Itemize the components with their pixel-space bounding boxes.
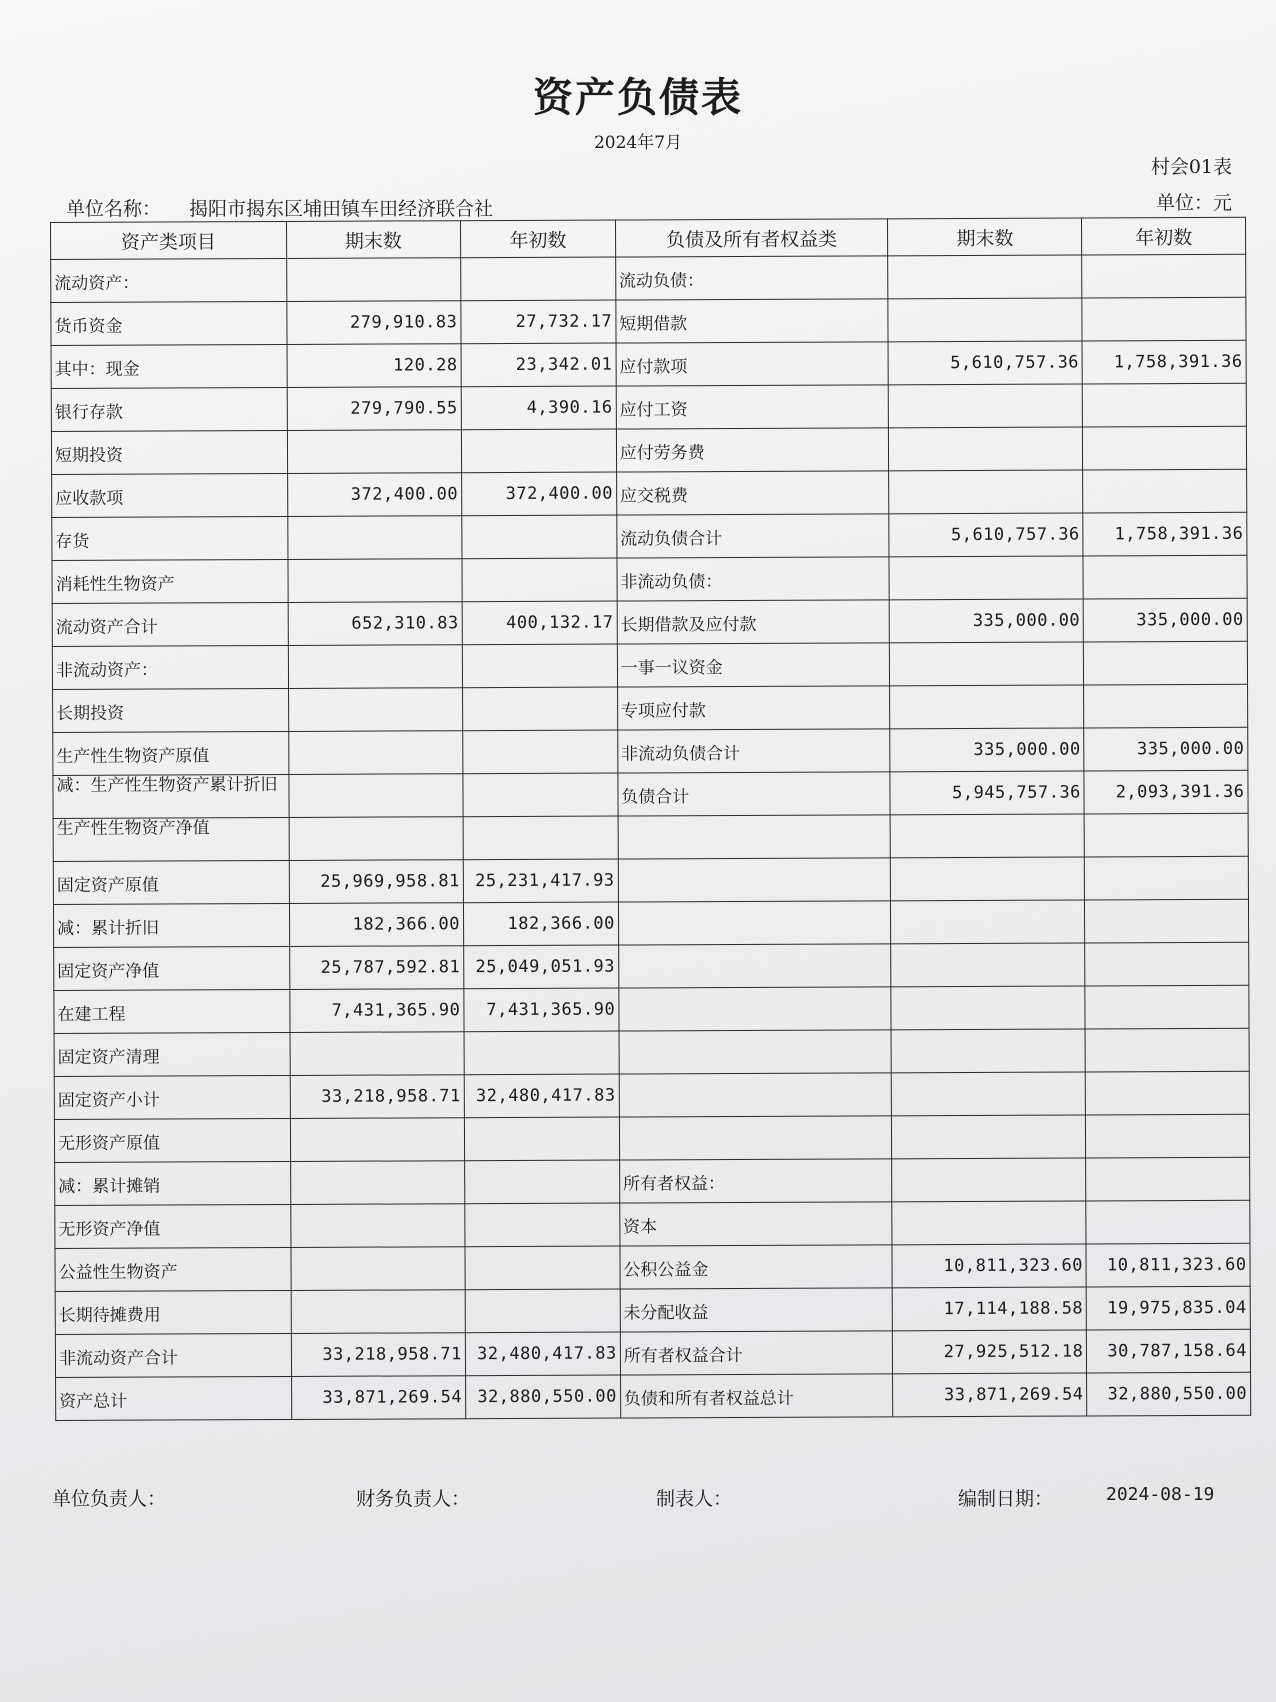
asset-begin-value xyxy=(462,515,617,559)
liability-begin-value xyxy=(1083,469,1247,513)
table-row xyxy=(54,942,1249,990)
asset-end-value xyxy=(288,688,463,732)
liability-begin-value xyxy=(1084,684,1248,728)
col-header-liability-begin: 年初数 xyxy=(1082,217,1246,255)
liability-begin-value: 1,758,391.36 xyxy=(1082,340,1246,384)
table-row xyxy=(54,1071,1249,1119)
col-header-liability-item: 负债及所有者权益类 xyxy=(615,219,888,257)
asset-begin-value: 25,231,417.93 xyxy=(463,859,618,903)
liability-item-cell xyxy=(619,1116,892,1160)
liability-end-value: 335,000.00 xyxy=(890,728,1084,772)
footer-date-value: 2024-08-19 xyxy=(1106,1484,1215,1505)
liability-begin-value: 335,000.00 xyxy=(1084,727,1248,771)
asset-end-value xyxy=(287,559,462,603)
asset-item-cell: 长期投资 xyxy=(53,688,289,732)
table-row xyxy=(52,469,1247,517)
asset-begin-value: 32,480,417.83 xyxy=(464,1074,619,1118)
footer-finance-head: 财务负责人： xyxy=(356,1488,471,1510)
col-header-asset-end: 期末数 xyxy=(286,221,461,259)
asset-end-value xyxy=(287,430,462,474)
asset-end-value: 652,310.83 xyxy=(288,602,463,646)
asset-begin-value xyxy=(465,1160,620,1204)
asset-item-cell: 固定资产清理 xyxy=(54,1032,290,1076)
liability-end-value: 33,871,269.54 xyxy=(893,1373,1087,1417)
asset-end-value: 182,366.00 xyxy=(289,903,464,947)
liability-begin-value xyxy=(1082,297,1246,341)
liability-item-cell: 所有者权益合计 xyxy=(620,1331,893,1375)
asset-end-value xyxy=(291,1290,466,1334)
asset-end-value xyxy=(290,1032,465,1076)
asset-item-cell: 在建工程 xyxy=(54,989,290,1033)
liability-item-cell: 公积公益金 xyxy=(620,1245,893,1289)
liability-end-value xyxy=(891,986,1085,1030)
liability-end-value: 5,945,757.36 xyxy=(890,771,1084,815)
asset-item-cell: 资产总计 xyxy=(56,1376,292,1420)
liability-end-value: 10,811,323.60 xyxy=(892,1244,1086,1288)
liability-begin-value xyxy=(1086,1071,1250,1115)
liability-item-cell: 应付款项 xyxy=(616,342,889,386)
table-row xyxy=(54,1028,1249,1076)
asset-end-value xyxy=(287,516,462,560)
table-row xyxy=(55,1157,1250,1205)
asset-end-value: 7,431,365.90 xyxy=(289,989,464,1033)
liability-end-value: 335,000.00 xyxy=(889,599,1083,643)
asset-item-cell: 长期待摊费用 xyxy=(55,1290,291,1334)
asset-end-value: 33,218,958.71 xyxy=(291,1333,466,1377)
asset-item-cell: 减：生产性生物资产累计折旧 xyxy=(53,774,289,818)
liability-item-cell xyxy=(618,901,891,945)
asset-begin-value xyxy=(465,1289,620,1333)
liability-begin-value xyxy=(1086,1157,1250,1201)
table-row xyxy=(52,598,1247,646)
asset-begin-value xyxy=(461,429,616,473)
liability-item-cell: 非流动负债： xyxy=(617,557,890,601)
asset-end-value xyxy=(290,1161,465,1205)
asset-begin-value: 182,366.00 xyxy=(463,902,618,946)
table-row xyxy=(53,813,1248,861)
asset-end-value: 279,790.55 xyxy=(287,387,462,431)
table-row xyxy=(53,727,1248,775)
liability-begin-value: 30,787,158.64 xyxy=(1087,1329,1251,1373)
asset-begin-value: 23,342.01 xyxy=(461,343,616,387)
liability-begin-value xyxy=(1086,1200,1250,1244)
liability-begin-value xyxy=(1083,555,1247,599)
asset-end-value: 372,400.00 xyxy=(287,473,462,517)
unit-name-label: 单位名称： xyxy=(66,198,162,220)
asset-begin-value xyxy=(465,1246,620,1290)
asset-end-value: 25,969,958.81 xyxy=(289,860,464,904)
asset-begin-value xyxy=(462,687,617,731)
asset-item-cell: 非流动资产： xyxy=(52,645,288,689)
liability-end-value xyxy=(889,470,1083,514)
asset-item-cell: 流动资产合计 xyxy=(52,602,288,646)
liability-end-value: 5,610,757.36 xyxy=(889,513,1083,557)
liability-item-cell: 应交税费 xyxy=(616,471,889,515)
liability-begin-value: 19,975,835.04 xyxy=(1087,1286,1251,1330)
asset-item-cell: 存货 xyxy=(52,516,288,560)
liability-item-cell: 负债合计 xyxy=(618,772,891,816)
asset-begin-value: 32,880,550.00 xyxy=(465,1375,620,1419)
asset-end-value: 120.28 xyxy=(287,344,462,388)
asset-end-value xyxy=(288,645,463,689)
asset-item-cell: 生产性生物资产净值 xyxy=(53,817,289,861)
table-row xyxy=(53,856,1248,904)
asset-item-cell: 其中：现金 xyxy=(51,344,287,388)
unit-name-line xyxy=(66,194,493,221)
liability-end-value: 27,925,512.18 xyxy=(893,1330,1087,1374)
liability-begin-value xyxy=(1086,1114,1250,1158)
liability-end-value xyxy=(892,1072,1086,1116)
asset-end-value xyxy=(290,1247,465,1291)
asset-begin-value xyxy=(463,773,618,817)
liability-begin-value xyxy=(1085,899,1249,943)
table-row xyxy=(55,1200,1250,1248)
page-title: 资产负债表 xyxy=(533,74,743,121)
liability-begin-value xyxy=(1083,426,1247,470)
table-row xyxy=(51,340,1246,388)
asset-item-cell: 无形资产净值 xyxy=(55,1204,291,1248)
balance-sheet-table xyxy=(50,217,1251,1421)
liability-end-value xyxy=(891,1029,1085,1073)
liability-begin-value xyxy=(1085,985,1249,1029)
liability-end-value xyxy=(889,427,1083,471)
liability-begin-value: 1,758,391.36 xyxy=(1083,512,1247,556)
asset-begin-value xyxy=(464,1031,619,1075)
col-header-asset-begin: 年初数 xyxy=(460,220,615,258)
asset-item-cell: 银行存款 xyxy=(51,387,287,431)
table-row xyxy=(55,1243,1250,1291)
table-row xyxy=(55,1286,1250,1334)
asset-item-cell: 流动资产： xyxy=(51,258,287,302)
asset-item-cell: 应收款项 xyxy=(52,473,288,517)
liability-begin-value xyxy=(1084,813,1248,857)
liability-end-value: 17,114,188.58 xyxy=(892,1287,1086,1331)
table-row xyxy=(51,426,1246,474)
liability-end-value xyxy=(892,1158,1086,1202)
asset-begin-value: 25,049,051.93 xyxy=(464,945,619,989)
asset-item-cell: 非流动资产合计 xyxy=(55,1333,291,1377)
asset-begin-value xyxy=(464,1117,619,1161)
table-row xyxy=(55,1329,1250,1377)
asset-item-cell: 减：累计折旧 xyxy=(53,903,289,947)
liability-item-cell: 长期借款及应付款 xyxy=(617,600,890,644)
liability-end-value: 5,610,757.36 xyxy=(888,341,1082,385)
liability-begin-value: 335,000.00 xyxy=(1084,598,1248,642)
asset-end-value xyxy=(290,1118,465,1162)
liability-item-cell xyxy=(619,1073,892,1117)
liability-begin-value xyxy=(1082,254,1246,298)
liability-end-value xyxy=(890,642,1084,686)
asset-begin-value: 27,732.17 xyxy=(461,300,616,344)
liability-item-cell xyxy=(619,1030,892,1074)
liability-item-cell: 未分配收益 xyxy=(620,1288,893,1332)
table-header-row xyxy=(51,217,1246,259)
liability-item-cell: 负债和所有者权益总计 xyxy=(620,1374,893,1418)
asset-begin-value xyxy=(463,816,618,860)
asset-begin-value: 7,431,365.90 xyxy=(464,988,619,1032)
unit-name-value: 揭阳市揭东区埔田镇车田经济联合社 xyxy=(189,198,494,220)
table-row xyxy=(52,512,1247,560)
liability-item-cell: 短期借款 xyxy=(616,299,889,343)
col-header-asset-item: 资产类项目 xyxy=(51,221,287,259)
table-row xyxy=(51,254,1246,302)
table-row xyxy=(52,555,1247,603)
asset-begin-value: 372,400.00 xyxy=(462,472,617,516)
liability-begin-value xyxy=(1085,942,1249,986)
asset-item-cell: 固定资产净值 xyxy=(54,946,290,990)
asset-item-cell: 固定资产小计 xyxy=(54,1075,290,1119)
liability-item-cell: 专项应付款 xyxy=(617,686,890,730)
liability-begin-value xyxy=(1083,383,1247,427)
liability-end-value xyxy=(888,298,1082,342)
footer-date-label: 编制日期： xyxy=(958,1488,1054,1510)
table-row xyxy=(52,641,1247,689)
liability-item-cell: 流动负债： xyxy=(615,256,888,300)
form-number: 村会01表 xyxy=(1150,156,1232,178)
liability-item-cell: 应付劳务费 xyxy=(616,428,889,472)
table-row xyxy=(54,985,1249,1033)
currency-unit: 单位：元 xyxy=(1155,192,1232,214)
asset-end-value: 25,787,592.81 xyxy=(289,946,464,990)
liability-end-value xyxy=(891,943,1085,987)
table-row xyxy=(51,297,1246,345)
table-row xyxy=(53,770,1248,818)
table-row xyxy=(54,1114,1249,1162)
liability-item-cell xyxy=(618,815,891,859)
asset-begin-value: 4,390.16 xyxy=(461,386,616,430)
liability-end-value xyxy=(888,255,1082,299)
liability-item-cell: 资本 xyxy=(620,1202,893,1246)
asset-begin-value xyxy=(462,644,617,688)
asset-begin-value xyxy=(465,1203,620,1247)
asset-item-cell: 消耗性生物资产 xyxy=(52,559,288,603)
asset-end-value xyxy=(288,774,463,818)
asset-end-value: 33,871,269.54 xyxy=(291,1376,466,1420)
asset-begin-value: 32,480,417.83 xyxy=(465,1332,620,1376)
asset-begin-value xyxy=(462,558,617,602)
asset-end-value xyxy=(289,817,464,861)
table-row xyxy=(53,899,1248,947)
asset-item-cell: 短期投资 xyxy=(51,430,287,474)
asset-end-value xyxy=(286,258,461,302)
liability-item-cell xyxy=(618,944,891,988)
asset-item-cell: 生产性生物资产原值 xyxy=(53,731,289,775)
asset-item-cell: 无形资产原值 xyxy=(54,1118,290,1162)
asset-end-value xyxy=(288,731,463,775)
asset-begin-value xyxy=(461,257,616,301)
liability-end-value xyxy=(890,685,1084,729)
liability-item-cell: 非流动负债合计 xyxy=(617,729,890,773)
liability-begin-value: 32,880,550.00 xyxy=(1087,1372,1251,1416)
liability-item-cell: 一事一议资金 xyxy=(617,643,890,687)
liability-item-cell: 流动负债合计 xyxy=(617,514,890,558)
liability-begin-value xyxy=(1085,856,1249,900)
liability-end-value xyxy=(891,857,1085,901)
liability-begin-value: 2,093,391.36 xyxy=(1084,770,1248,814)
liability-item-cell xyxy=(619,987,892,1031)
asset-item-cell: 公益性生物资产 xyxy=(55,1247,291,1291)
liability-end-value xyxy=(889,384,1083,428)
liability-end-value xyxy=(890,814,1084,858)
asset-end-value: 279,910.83 xyxy=(286,301,461,345)
table-row xyxy=(53,684,1248,732)
report-period: 2024年7月 xyxy=(593,133,683,153)
table-row xyxy=(51,383,1246,431)
liability-begin-value: 10,811,323.60 xyxy=(1086,1243,1250,1287)
col-header-liability-end: 期末数 xyxy=(888,218,1082,256)
liability-item-cell: 所有者权益： xyxy=(619,1159,892,1203)
liability-item-cell xyxy=(618,858,891,902)
liability-end-value xyxy=(892,1201,1086,1245)
asset-item-cell: 固定资产原值 xyxy=(53,860,289,904)
asset-end-value xyxy=(290,1204,465,1248)
liability-item-cell: 应付工资 xyxy=(616,385,889,429)
asset-end-value: 33,218,958.71 xyxy=(290,1075,465,1119)
asset-begin-value: 400,132.17 xyxy=(462,601,617,645)
liability-begin-value xyxy=(1085,1028,1249,1072)
liability-end-value xyxy=(889,556,1083,600)
asset-item-cell: 货币资金 xyxy=(51,301,287,345)
liability-end-value xyxy=(891,900,1085,944)
footer-preparer: 制表人： xyxy=(656,1488,733,1510)
liability-begin-value xyxy=(1084,641,1248,685)
footer-unit-head: 单位负责人： xyxy=(52,1488,167,1510)
asset-item-cell: 减：累计摊销 xyxy=(55,1161,291,1205)
table-row xyxy=(56,1372,1251,1420)
liability-end-value xyxy=(892,1115,1086,1159)
asset-begin-value xyxy=(463,730,618,774)
